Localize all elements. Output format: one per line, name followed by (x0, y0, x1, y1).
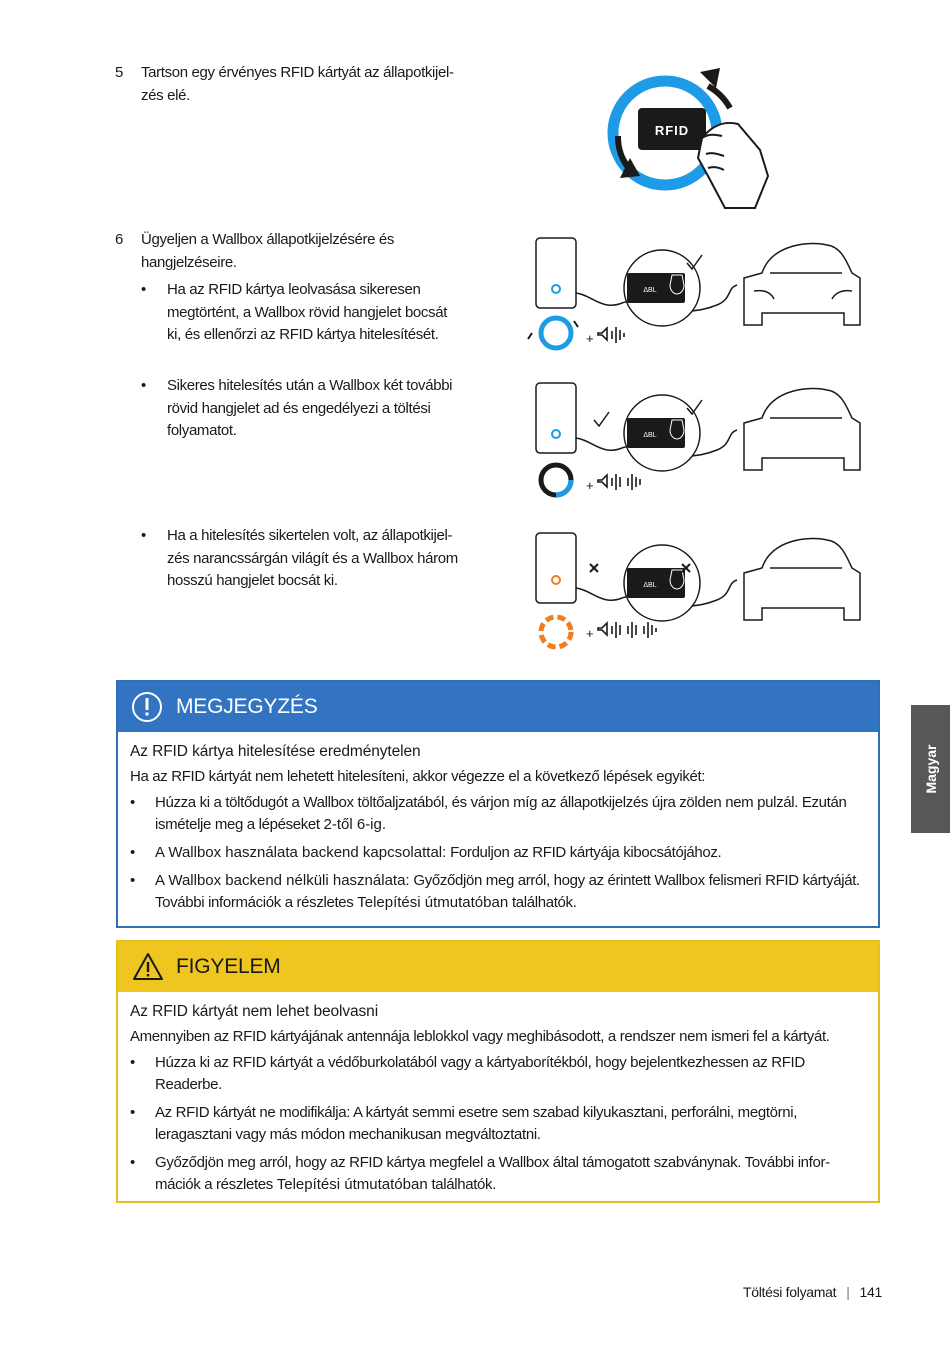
list-item: • Húzza ki az RFID kártyát a védőburkolatából vagy a kártyaborítékból, hogy bejelentkezhessen az RFID Readerbe. (130, 1052, 866, 1096)
warning-subtitle: Az RFID kártyát nem lehet beolvasni (130, 1003, 379, 1020)
warning-triangle-icon (131, 951, 165, 983)
list-item: • Győződjön meg arról, hogy az RFID kártya megfelel a Wallbox által támogatott szabványnak. További infor-mációk a részletes Telepítési útmutatóban találhatók. (130, 1152, 866, 1196)
note-box (116, 680, 880, 928)
sound-icon (598, 474, 640, 490)
warning-body (118, 992, 878, 1212)
language-tab (911, 705, 950, 833)
steps-reference: 2-től 6-ig (323, 816, 382, 833)
list-item: • Az RFID kártyát ne modifikálja: A kártyát semmi esetre sem szabad kilyukasztani, perforálni, megtörni, leragasztani vagy más módon mechanikusan megváltoztatni. (130, 1102, 866, 1146)
bullet-auth-success: • Sikeres hitelesítés után a Wallbox két további rövid hangjelet ad és engedélyezi a töltési folyamatot. (141, 377, 453, 439)
svg-text:+: + (586, 331, 594, 346)
list-item: • A Wallbox használata backend kapcsolattal: Forduljon az RFID kártyája kibocsátójához. (130, 842, 866, 864)
scene-auth-failed (522, 528, 872, 653)
warning-intro: Amennyiben az RFID kártyájának antennája leblokkol vagy meghibásodott, a rendszer nem ismeri fel a kártyát. (130, 1028, 830, 1045)
sound-icon (598, 622, 656, 638)
svg-text:ΔBL: ΔBL (643, 432, 657, 439)
warning-box (116, 940, 880, 1203)
exclamation-icon (131, 691, 163, 723)
wallbox-icon (536, 238, 576, 308)
page-number: 141 (859, 1284, 882, 1300)
step-number: 6 (115, 231, 123, 248)
bullet-read-success: • Ha az RFID kártya leolvasása sikeresen megtörtént, a Wallbox rövid hangjelet bocsát ki, és ellenőrzi az RFID kártya hitelesítését. (141, 281, 448, 343)
note-subtitle: Az RFID kártya hitelesítése eredménytelen (130, 743, 421, 760)
car-icon (744, 538, 860, 620)
footer-section: Töltési folyamat (742, 1284, 837, 1300)
language-tab-label: Magyar (922, 744, 939, 794)
car-icon (744, 388, 860, 470)
sound-icon (598, 327, 624, 343)
bullet-auth-failed: • Ha a hitelesítés sikertelen volt, az állapotkijel- zés narancssárgán világít és a Wallbox három hosszú hangjelet bocsát ki. (141, 527, 458, 589)
note-title: MEGJEGYZÉS (176, 695, 318, 718)
note-intro: Ha az RFID kártyát nem lehetett hitelesíteni, akkor végezze el a következő lépések egyikét: (130, 768, 706, 785)
step-5 (115, 62, 475, 107)
step-text: Ügyeljen a Wallbox állapotkijelzésére és hangjelzéseire. (141, 231, 395, 271)
note-list (130, 792, 866, 914)
step-text: Tartson egy érvényes RFID kártyát az állapotkijel- zés elé. (141, 64, 454, 104)
svg-text:ΔBL: ΔBL (643, 287, 657, 294)
check-icon (594, 412, 609, 426)
cross-icon (590, 564, 598, 572)
svg-text:+: + (586, 626, 594, 641)
note-body (118, 732, 878, 930)
scene-reading (522, 233, 872, 358)
rfid-card-illustration (590, 58, 780, 213)
warning-list (130, 1052, 866, 1196)
car-icon (744, 243, 860, 325)
rfid-label: RFID (654, 123, 690, 138)
manual-reference: Telepítési útmutatóban (357, 894, 509, 911)
svg-text:ΔBL: ΔBL (643, 582, 657, 589)
footer-separator: | (846, 1284, 850, 1300)
scene-auth-success (522, 378, 872, 503)
step-6 (115, 229, 475, 274)
status-ring-icon (541, 617, 571, 647)
page-footer (743, 1284, 882, 1300)
warning-header (118, 942, 878, 992)
status-ring-icon (541, 318, 571, 348)
warning-title: FIGYELEM (176, 955, 281, 978)
step-number: 5 (115, 64, 123, 81)
list-item: • A Wallbox backend nélküli használata: Győződjön meg arról, hogy az érintett Wallbox felismeri RFID kártyáját. További információk a részletes Telepítési útmutatóban találhatók. (130, 870, 866, 914)
svg-text:+: + (586, 478, 594, 493)
note-header (118, 682, 878, 732)
wallbox-icon (536, 383, 576, 453)
manual-reference: Telepítési útmutatóban (276, 1176, 428, 1193)
wallbox-icon (536, 533, 576, 603)
list-item: • Húzza ki a töltődugót a Wallbox töltőaljzatából, és várjon míg az állapotkijelzés újra zölden nem pulzál. Ezután ismételje meg a lépéseket 2-től 6-ig. (130, 792, 866, 836)
